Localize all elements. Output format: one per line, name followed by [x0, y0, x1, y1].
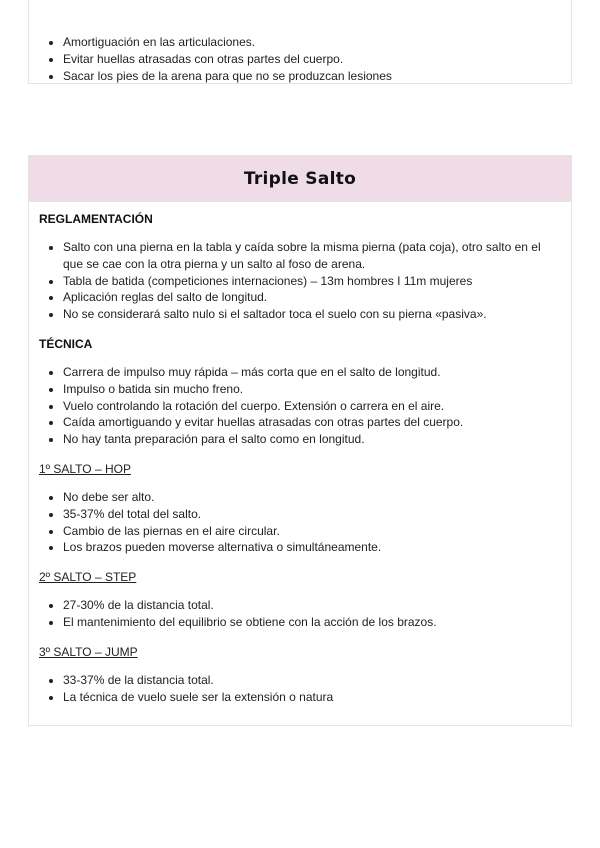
- card-header: [29, 156, 571, 202]
- list-item: 27-30% de la distancia total.: [63, 597, 561, 614]
- step-list: [39, 597, 561, 631]
- section-heading-tecnica: TÉCNICA: [39, 336, 93, 351]
- jump-list: [39, 672, 561, 706]
- list-item: No debe ser alto.: [63, 489, 561, 506]
- list-item: No se considerará salto nulo si el saltador toca el suelo con su pierna «pasiva».: [63, 306, 561, 323]
- subheading-step: 2º SALTO – STEP: [39, 570, 137, 585]
- reglamentacion-list: [39, 239, 561, 323]
- list-item: Vuelo controlando la rotación del cuerpo. Extensión o carrera en el aire.: [63, 398, 561, 415]
- subheading-hop: 1º SALTO – HOP: [39, 461, 131, 476]
- list-item: Salto con una pierna en la tabla y caída sobre la misma pierna (pata coja), otro salto en el que se cae con la otra pierna y un salto al foso de arena.: [63, 239, 561, 273]
- previous-section-card: [28, 0, 572, 84]
- list-item: 35-37% del total del salto.: [63, 506, 561, 523]
- list-item: Tabla de batida (competiciones internaciones) – 13m hombres I 11m mujeres: [63, 273, 561, 290]
- list-item: Aplicación reglas del salto de longitud.: [63, 289, 561, 306]
- tecnica-list: [39, 364, 561, 448]
- list-item: Sacar los pies de la arena para que no se produzcan lesiones: [63, 68, 561, 85]
- list-item: Cambio de las piernas en el aire circular.: [63, 523, 561, 540]
- hop-list: [39, 489, 561, 556]
- list-item: 33-37% de la distancia total.: [63, 672, 561, 689]
- list-item: No hay tanta preparación para el salto como en longitud.: [63, 431, 561, 448]
- list-item: Impulso o batida sin mucho freno.: [63, 381, 561, 398]
- list-item: Carrera de impulso muy rápida – más corta que en el salto de longitud.: [63, 364, 561, 381]
- triple-salto-card: [28, 155, 572, 726]
- list-item: Amortiguación en las articulaciones.: [63, 34, 561, 51]
- section-heading-reglamentacion: REGLAMENTACIÓN: [39, 212, 153, 226]
- previous-section-list: [39, 34, 561, 84]
- list-item: El mantenimiento del equilibrio se obtiene con la acción de los brazos.: [63, 614, 561, 631]
- card-body: [29, 202, 571, 705]
- list-item: Caída amortiguando y evitar huellas atrasadas con otras partes del cuerpo.: [63, 414, 561, 431]
- list-item: La técnica de vuelo suele ser la extensión o natura: [63, 689, 561, 706]
- list-item: Evitar huellas atrasadas con otras partes del cuerpo.: [63, 51, 561, 68]
- list-item: Los brazos pueden moverse alternativa o simultáneamente.: [63, 539, 561, 556]
- subheading-jump: 3º SALTO – JUMP: [39, 644, 138, 659]
- card-title: Triple Salto: [243, 168, 357, 189]
